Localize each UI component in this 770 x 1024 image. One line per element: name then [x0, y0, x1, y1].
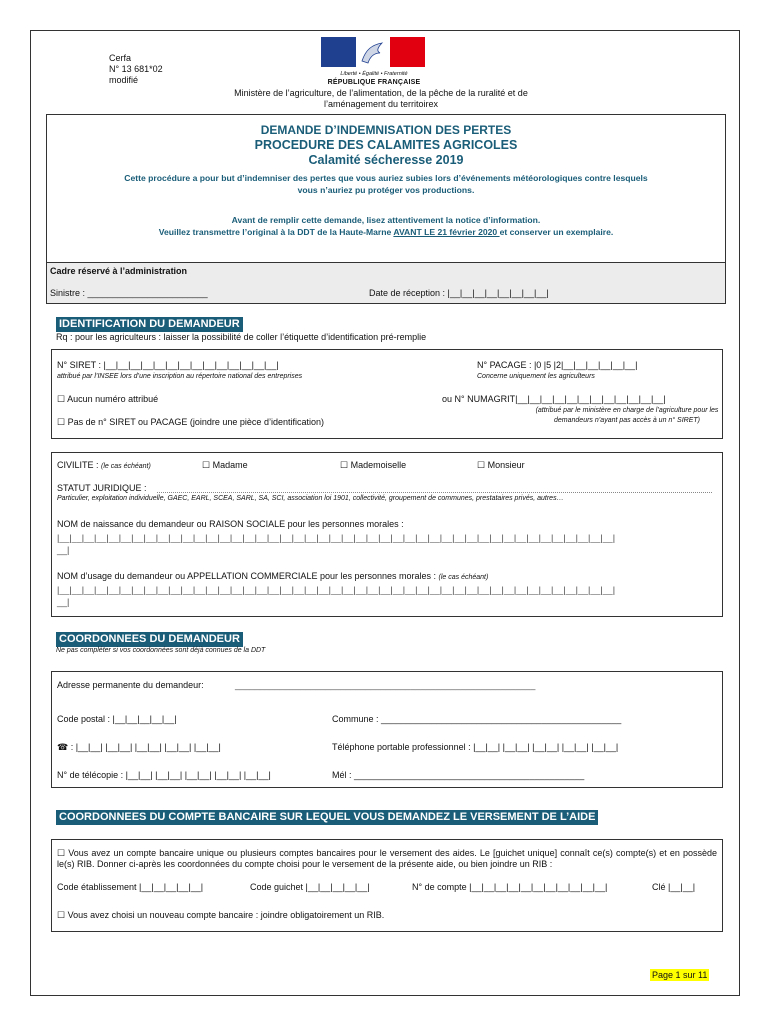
code-guichet-field[interactable]: Code guichet |__|__|__|__|__|: [250, 882, 370, 892]
banque-heading: COORDONNEES DU COMPTE BANCAIRE SUR LEQUEL VOUS DEMANDEZ LE VERSEMENT DE L’AIDE: [56, 810, 598, 825]
cerfa-reference: [109, 53, 163, 86]
nom-usage-label-text: NOM d’usage du demandeur ou APPELLATION COMMERCIALE pour les personnes morales :: [57, 571, 439, 581]
civilite-label: [57, 460, 151, 470]
nom-naissance-field[interactable]: |__|__|__|__|__|__|__|__|__|__|__|__|__|__|__|__|__|__|__|__|__|__|__|__|__|__|__|__|__|__|__|__|__|__|__|__|__|__|__|__|__|__|__|__|__|: [57, 533, 616, 543]
notice-text: [47, 214, 725, 238]
notice-deadline: AVANT LE 21 février 2020: [393, 227, 500, 237]
ministry-line1: Ministère de l’agriculture, de l’alimentation, de la pêche de la ruralité et de: [234, 88, 528, 98]
monsieur-checkbox[interactable]: ☐ Monsieur: [477, 460, 525, 470]
pacage-field[interactable]: N° PACAGE : |0 |5 |2|__|__|__|__|__|__|: [477, 360, 638, 370]
intro-text: [55, 172, 717, 196]
title-box: [46, 114, 726, 264]
form-page: [30, 30, 740, 996]
title-line1: DEMANDE D’INDEMNISATION DES PERTES: [260, 123, 512, 137]
statut-help: Particulier, exploitation individuelle, GAEC, EARL, SCEA, SARL, SA, SCI, association loi 1901, collectivité, groupement de communes, prestataires privés, autres…: [57, 495, 564, 502]
title-line3: Calamité sécheresse 2019: [308, 153, 464, 167]
nom-usage-field-tail[interactable]: __|: [57, 597, 70, 607]
code-postal-field[interactable]: Code postal : |__|__|__|__|__|: [57, 714, 177, 724]
pacage-help: Concerne uniquement les agriculteurs: [477, 373, 595, 380]
commune-field[interactable]: Commune : ________________________________________________: [332, 714, 622, 724]
sinistre-field[interactable]: Sinistre : ________________________: [50, 288, 208, 298]
notice-line2-b: et conserver un exemplaire.: [499, 227, 614, 237]
telecopie-field[interactable]: N° de télécopie : |__|__| |__|__| |__|__| |__|__| |__|__|: [57, 770, 271, 780]
statut-field[interactable]: [157, 492, 712, 493]
banque-box: [51, 839, 723, 932]
numagrit-field[interactable]: ou N° NUMAGRIT|__|__|__|__|__|__|__|__|__|__|__|__|: [442, 394, 666, 404]
admin-box: [46, 262, 726, 304]
ministry-name: [171, 88, 591, 110]
identification-box: [51, 349, 723, 439]
republic-logo: [321, 37, 427, 86]
logo-republic: RÉPUBLIQUE FRANÇAISE: [327, 79, 421, 86]
adresse-field[interactable]: ____________________________________________________________: [235, 680, 536, 690]
numero-compte-field[interactable]: N° de compte |__|__|__|__|__|__|__|__|__|__|__|: [412, 882, 608, 892]
notice-line2-a: Veuillez transmettre l’original à la DDT de la Haute-Marne: [158, 227, 394, 237]
coordonnees-note: Ne pas compléter si vos coordonnées sont déjà connues de la DDT: [56, 647, 266, 654]
logo-motto: Liberté • Égalité • Fraternité: [340, 71, 408, 77]
notice-line2: [47, 226, 725, 238]
nom-naissance-label: NOM de naissance du demandeur ou RAISON SOCIALE pour les personnes morales :: [57, 519, 404, 529]
coordonnees-box: [51, 671, 723, 788]
nouveau-compte-checkbox[interactable]: ☐ Vous avez choisi un nouveau compte bancaire : joindre obligatoirement un RIB.: [57, 910, 385, 920]
cerfa-line1: Cerfa: [109, 53, 132, 63]
nom-naissance-field-tail[interactable]: __|: [57, 545, 70, 555]
numagrit-help2: demandeurs n’ayant pas accès à un n° SIRET): [554, 417, 700, 424]
intro-line2: vous n’auriez pu protéger vos productions.: [297, 185, 475, 195]
code-etablissement-field[interactable]: Code établissement |__|__|__|__|__|: [57, 882, 204, 892]
siret-help: attribué par l’INSEE lors d’une inscription au répertoire national des entreprises: [57, 373, 303, 380]
identification-note: Rq : pour les agriculteurs : laisser la possibilité de coller l’étiquette d’identification pré-remplie: [56, 332, 427, 342]
title-line2: PROCEDURE DES CALAMITES AGRICOLES: [254, 138, 518, 152]
page-number: Page 1 sur 11: [652, 970, 708, 980]
mademoiselle-checkbox[interactable]: ☐ Mademoiselle: [340, 460, 407, 470]
statut-label: STATUT JURIDIQUE :: [57, 483, 147, 493]
no-siret-checkbox[interactable]: ☐ Pas de n° SIRET ou PACAGE (joindre une pièce d’identification): [57, 417, 324, 427]
madame-checkbox[interactable]: ☐ Madame: [202, 460, 248, 470]
telephone-field[interactable]: ☎ : |__|__| |__|__| |__|__| |__|__| |__|__|: [57, 742, 221, 752]
portable-field[interactable]: Téléphone portable professionnel : |__|__| |__|__| |__|__| |__|__| |__|__|: [332, 742, 619, 752]
compte-unique-checkbox[interactable]: ☐ Vous avez un compte bancaire unique ou plusieurs comptes bancaires pour le versement des aides. Le [guichet unique] connaît ce(s) compte(s) et en possède le(s) RIB. Donner ci-après les coordonnées du compte choisi pour le versement de la présente aide, ou bien joindre un RIB :: [57, 848, 717, 869]
siret-field[interactable]: N° SIRET : |__|__|__|__|__|__|__|__|__|__|__|__|__|__|: [57, 360, 279, 370]
intro-line1: Cette procédure a pour but d’indemniser des pertes que vous auriez subies lors d’événements météorologiques contre lesquels: [124, 173, 648, 183]
date-reception-field[interactable]: Date de réception : |__|__|__|__|__|__|__|__|: [369, 288, 549, 298]
civilite-label-text: CIVILITE :: [57, 460, 102, 470]
cerfa-line2: N° 13 681*02: [109, 64, 163, 74]
civilite-note: (le cas échéant): [101, 463, 151, 470]
notice-line1: Avant de remplir cette demande, lisez attentivement la notice d’information.: [231, 215, 541, 225]
ministry-line2: l’aménagement du territoirex: [323, 99, 439, 109]
nom-usage-note: (le cas échéant): [438, 574, 489, 581]
coordonnees-heading: COORDONNEES DU DEMANDEUR: [56, 632, 243, 647]
adresse-label: Adresse permanente du demandeur:: [57, 680, 204, 690]
identification-heading: IDENTIFICATION DU DEMANDEUR: [56, 317, 243, 332]
cerfa-line3: modifié: [109, 75, 139, 85]
admin-heading: Cadre réservé à l’administration: [50, 266, 188, 276]
flag-icon: [321, 37, 425, 67]
nom-usage-field[interactable]: |__|__|__|__|__|__|__|__|__|__|__|__|__|__|__|__|__|__|__|__|__|__|__|__|__|__|__|__|__|__|__|__|__|__|__|__|__|__|__|__|__|__|__|__|__|: [57, 585, 616, 595]
nom-usage-label: [57, 571, 488, 581]
no-number-checkbox[interactable]: ☐ Aucun numéro attribué: [57, 394, 159, 404]
civilite-box: [51, 452, 723, 617]
mel-field[interactable]: Mél : ______________________________________________: [332, 770, 585, 780]
cle-field[interactable]: Clé |__|__|: [652, 882, 696, 892]
numagrit-help1: (attribué par le ministère en charge de l’agriculture pour les: [535, 407, 719, 414]
numagrit-help: [532, 406, 722, 426]
